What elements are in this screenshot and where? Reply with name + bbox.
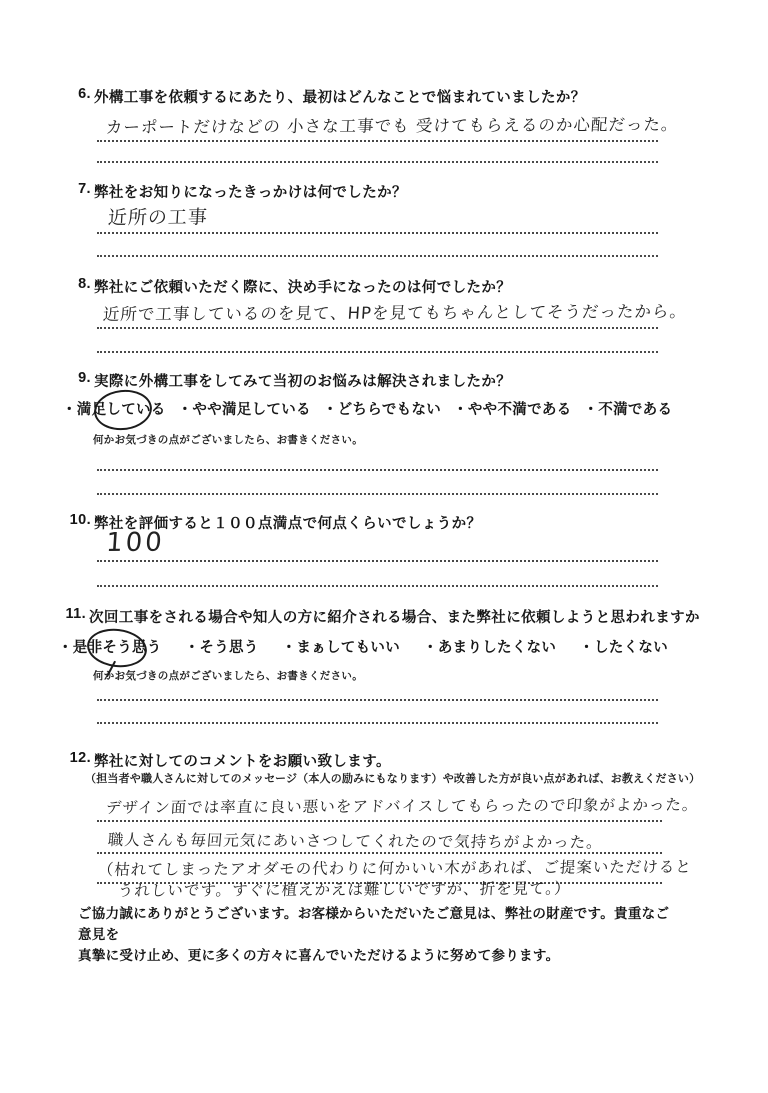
- blank-dotted-line: [97, 699, 658, 701]
- blank-dotted-line: [97, 255, 658, 257]
- question-8-text: 弊社にご依頼いただく際に、決め手になったのは何でしたか？: [94, 280, 512, 296]
- question-12-heading: [55, 750, 391, 771]
- question-11-heading: [50, 606, 700, 627]
- blank-dotted-line: [97, 585, 658, 587]
- question-12-number: 12.: [69, 750, 91, 766]
- question-8-number: 8.: [78, 276, 91, 292]
- question-12-comment-line-1: [97, 789, 700, 822]
- question-10-number: 10.: [69, 512, 91, 528]
- question-6-number: 6.: [78, 86, 91, 102]
- question-10-answer-line: [97, 522, 658, 562]
- closing-message-line-1: ご協力誠にありがとうございます。お客様からいただいたご意見は、弊社の財産です。貴重なご意見を: [78, 906, 670, 942]
- option-satisfied: ・満足している: [62, 398, 166, 419]
- question-8-handwritten-answer: 近所で工事しているのを見て、HPを見てもちゃんとしてそうだったから。: [102, 301, 688, 324]
- handwritten-comment-line-4: うれしいです。すぐに植えかえは難しいですが、折を見て。）: [117, 879, 572, 900]
- question-7-answer-line: [97, 199, 658, 234]
- question-11-number: 11.: [65, 606, 86, 622]
- question-6-answer-line: [97, 107, 680, 142]
- question-7-handwritten-answer: 近所の工事: [107, 206, 209, 229]
- closing-message: [78, 903, 670, 966]
- question-12-comment-line-2: [97, 821, 662, 854]
- closing-message-line-2: 真摯に受け止め、更に多くの方々に喜んでいただけるように努めて参ります。: [78, 948, 560, 963]
- question-6-heading: [55, 86, 586, 107]
- question-11-text: 次回工事をされる場合や知人の方に紹介される場合、また弊社に依頼しようと思われますか: [89, 610, 700, 626]
- option-somewhat-satisfied: ・やや満足している: [177, 402, 311, 418]
- option-think-so: ・そう思う: [184, 640, 259, 656]
- question-10-text: 弊社を評価すると１００点満点で何点くらいでしょうか？: [94, 516, 482, 532]
- question-9-note: 何かお気づきの点がございましたら、お書きください。: [93, 434, 363, 446]
- option-definitely: ・是非そう思う: [58, 636, 162, 657]
- question-12-text: 弊社に対してのコメントをお願い致します。: [94, 754, 391, 770]
- option-maybe: ・まぁしてもいい: [281, 640, 401, 656]
- handwritten-comment-line-2: 職人さんも毎回元気にあいさつしてくれたので気持ちがよかった。: [107, 831, 604, 852]
- question-7-number: 7.: [78, 181, 91, 197]
- option-dissatisfied: ・不満である: [583, 402, 673, 418]
- blank-dotted-line: [97, 722, 658, 724]
- option-neutral: ・どちらでもない: [322, 402, 442, 418]
- question-7-text: 弊社をお知りになったきっかけは何でしたか？: [94, 185, 407, 201]
- question-9-text: 実際に外構工事をしてみて当初のお悩みは解決されましたか？: [94, 374, 512, 390]
- blank-dotted-line: [97, 161, 658, 163]
- question-12-subnote: （担当者や職人さんに対してのメッセージ（本人の励みにもなります）や改善した方が良い点があれば、お教えください）: [85, 773, 701, 785]
- option-rather-not: ・あまりしたくない: [423, 640, 557, 656]
- question-10-handwritten-score: 100: [105, 527, 166, 558]
- question-12-comment-line-4: [97, 879, 662, 903]
- question-6-text: 外構工事を依頼するにあたり、最初はどんなことで悩まれていましたか？: [94, 90, 586, 106]
- question-8-answer-line: [97, 294, 688, 329]
- blank-dotted-line: [97, 469, 658, 471]
- blank-dotted-line: [97, 493, 658, 495]
- option-no: ・したくない: [579, 640, 669, 656]
- option-somewhat-dissatisfied: ・やや不満である: [453, 402, 572, 418]
- handwritten-comment-line-1: デザイン面では率直に良い悪いをアドバイスしてもらったので印象がよかった。: [105, 795, 700, 817]
- question-11-note: 何かお気づきの点がございましたら、お書きください。: [93, 670, 363, 682]
- question-9-heading: [55, 370, 511, 391]
- handwritten-comment-line-3: （枯れてしまったアオダモの代わりに何かいい木があれば、ご提案いただけると: [97, 857, 693, 880]
- blank-dotted-line: [97, 351, 658, 353]
- question-9-options: [62, 398, 672, 419]
- question-6-handwritten-answer: カーポートだけなどの 小さな工事でも 受けてもらえるのか心配だった。: [105, 114, 680, 137]
- question-11-options: [58, 636, 668, 657]
- question-9-number: 9.: [78, 370, 91, 386]
